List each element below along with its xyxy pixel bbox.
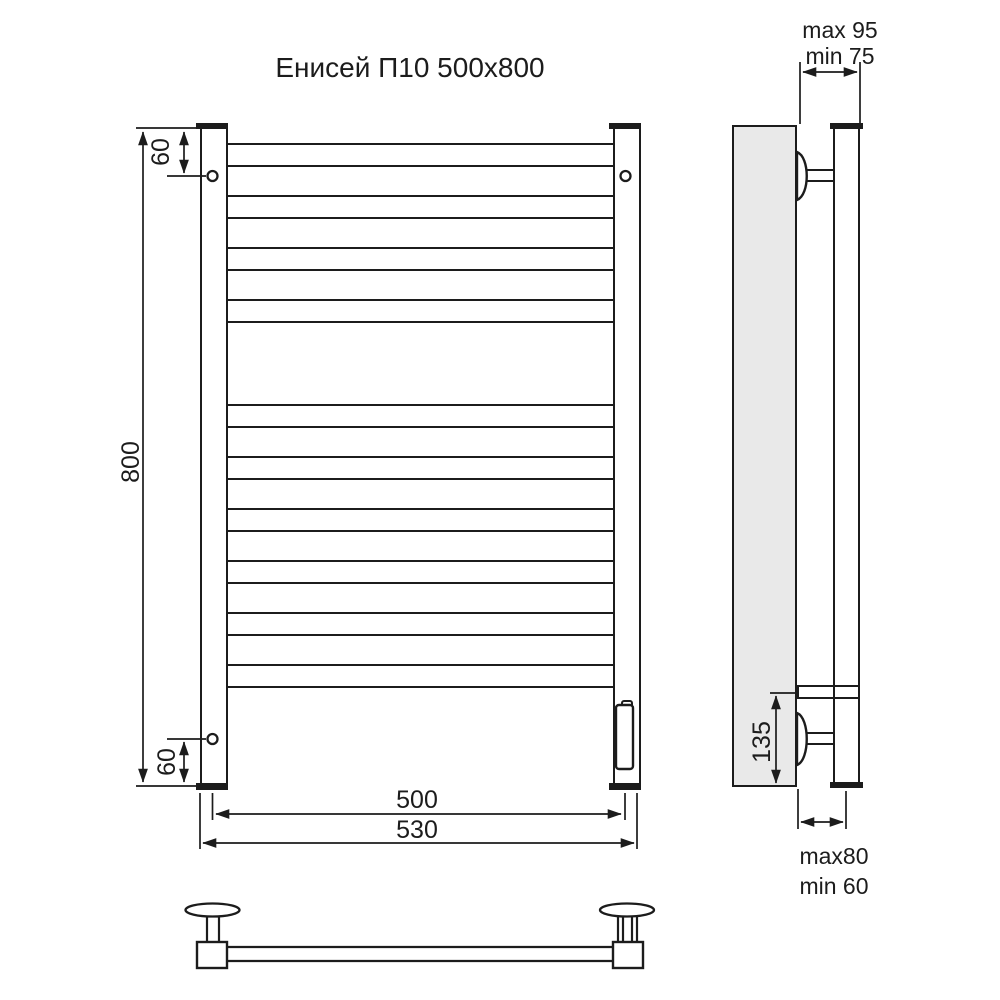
- drawing-title: Енисей П10 500x800: [275, 52, 545, 83]
- post-section: [197, 942, 227, 968]
- post-section: [613, 942, 643, 968]
- dim-wall-offset-max-label: max80: [799, 843, 869, 869]
- heating-element-box: [616, 701, 633, 769]
- dim-height-label: 800: [117, 441, 145, 483]
- wall-flange-disc: [600, 904, 654, 917]
- dim-hole-spacing-label: 500: [396, 786, 438, 814]
- dim-top-offset-label: 60: [147, 138, 175, 166]
- dim-wall-offset-min-label: min 60: [799, 873, 869, 899]
- dim-bottom-connection-label: 135: [748, 721, 776, 763]
- dim-bottom-offset-label: 60: [153, 748, 181, 776]
- wall-flange-disc: [186, 904, 240, 917]
- dim-overall-width-label: 530: [396, 816, 438, 844]
- dim-depth-min-label: min 75: [805, 43, 875, 69]
- bottom-view: [186, 904, 655, 969]
- dim-depth-max-label: max 95: [802, 17, 878, 43]
- mounting-holes: [208, 171, 631, 744]
- wall-flanges: [797, 152, 807, 765]
